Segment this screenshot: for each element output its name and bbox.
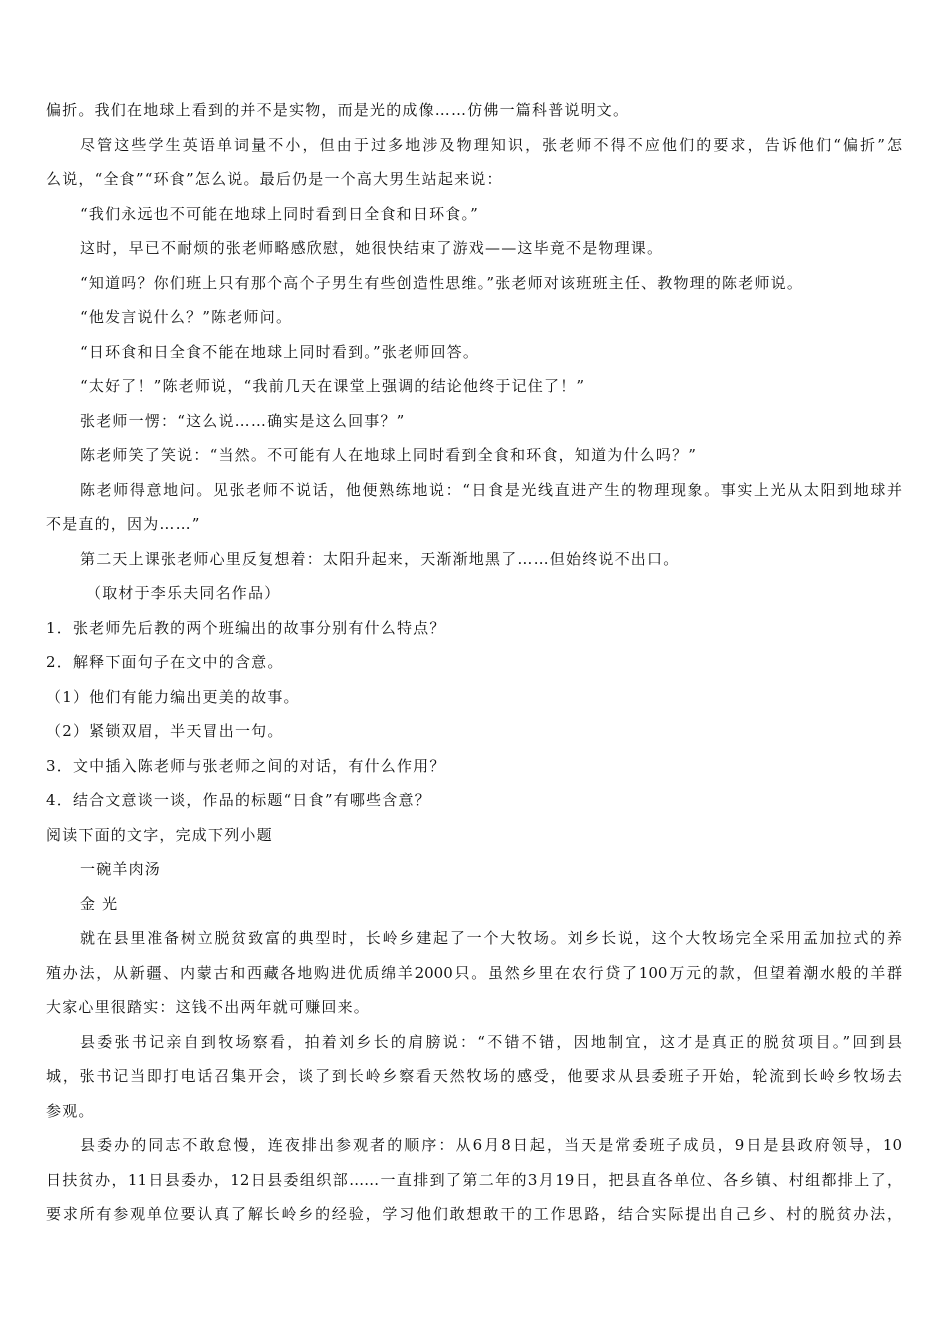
question-2: 2．解释下面句子在文中的含意。 <box>46 653 284 671</box>
story-line: 这时，早已不耐烦的张老师略感欣慰，她很快结束了游戏——这毕竟不是物理课。 <box>80 239 664 257</box>
reading-instruction: 阅读下面的文字，完成下列小题 <box>46 825 273 844</box>
story-line: 就在县里准备树立脱贫致富的典型时，长岭乡建起了一个大牧场。刘乡长说，这个大牧场完全采用孟加拉式的养 <box>80 929 902 947</box>
story-line: 县委办的同志不敢怠慢，连夜排出参观者的顺序：从6月8日起，当天是常委班子成员，9日是县政府领导，10 <box>80 1136 902 1154</box>
question-3: 3．文中插入陈老师与张老师之间的对话，有什么作用？ <box>46 756 446 775</box>
story-line: “日环食和日全食不能在地球上同时看到。”张老师回答。 <box>80 342 480 361</box>
source-note: （取材于李乐夫同名作品） <box>86 584 281 602</box>
story-line: “知道吗？你们班上只有那个高个子男生有些创造性思维。”张老师对该班班主任、教物理的陈老师说。 <box>80 273 804 292</box>
story-line: 偏折。我们在地球上看到的并不是实物，而是光的成像……仿佛一篇科普说明文。 <box>46 101 630 119</box>
story-line: 张老师一愣：“这么说……确实是这么回事？” <box>80 411 406 430</box>
story-line: 殖办法，从新疆、内蒙古和西藏各地购进优质绵羊2000只。虽然乡里在农行贷了100万元的款，但望着潮水般的羊群 <box>46 963 902 982</box>
story-author: 金 光 <box>80 894 119 913</box>
story-line: “我们永远也不可能在地球上同时看到日全食和日环食。” <box>80 204 480 223</box>
story-title: 一碗羊肉汤 <box>80 860 162 878</box>
story-line: 尽管这些学生英语单词量不小，但由于过多地涉及物理知识，张老师不得不应他们的要求，告诉他们“偏折”怎 <box>80 135 902 154</box>
question-2-2: （2）紧锁双眉，半天冒出一句。 <box>46 722 284 740</box>
story-line: 陈老师得意地问。见张老师不说话，他便熟练地说：“日食是光线直进产生的物理现象。事实上光从太阳到地球并 <box>80 480 902 499</box>
question-1: 1．张老师先后教的两个班编出的故事分别有什么特点？ <box>46 618 446 637</box>
story-line: 县委张书记亲自到牧场察看，拍着刘乡长的肩膀说：“不错不错，因地制宜，这才是真正的脱贫项目。”回到县 <box>80 1032 902 1051</box>
story-line: 第二天上课张老师心里反复想着：太阳升起来，天渐渐地黑了……但始终说不出口。 <box>80 549 680 568</box>
story-line: “他发言说什么？”陈老师问。 <box>80 308 293 326</box>
question-2-1: （1）他们有能力编出更美的故事。 <box>46 687 300 706</box>
story-line: 陈老师笑了笑说：“当然。不可能有人在地球上同时看到全食和环食，知道为什么吗？” <box>80 446 698 464</box>
story-line: 大家心里很踏实：这钱不出两年就可赚回来。 <box>46 998 371 1016</box>
story-line: 城，张书记当即打电话召集开会，谈了到长岭乡察看天然牧场的感受，他要求从县委班子开始，轮流到长岭乡牧场去 <box>46 1067 902 1085</box>
story-line: 么说，“全食”“环食”怎么说。最后仍是一个高大男生站起来说： <box>46 170 503 188</box>
document-page <box>46 93 902 1232</box>
story-line: 参观。 <box>46 1101 95 1120</box>
story-line: 不是直的，因为……” <box>46 515 201 533</box>
story-line: “太好了！”陈老师说，“我前几天在课堂上强调的结论他终于记住了！” <box>80 377 586 395</box>
question-4: 4．结合文意谈一谈，作品的标题“日食”有哪些含意？ <box>46 791 431 809</box>
story-line: 要求所有参观单位要认真了解长岭乡的经验，学习他们敢想敢干的工作思路，结合实际提出自己乡、村的脱贫办法， <box>46 1205 902 1223</box>
story-line: 日扶贫办，11日县委办，12日县委组织部……一直排到了第二年的3月19日，把县直各单位、各乡镇、村组都排上了， <box>46 1170 902 1189</box>
